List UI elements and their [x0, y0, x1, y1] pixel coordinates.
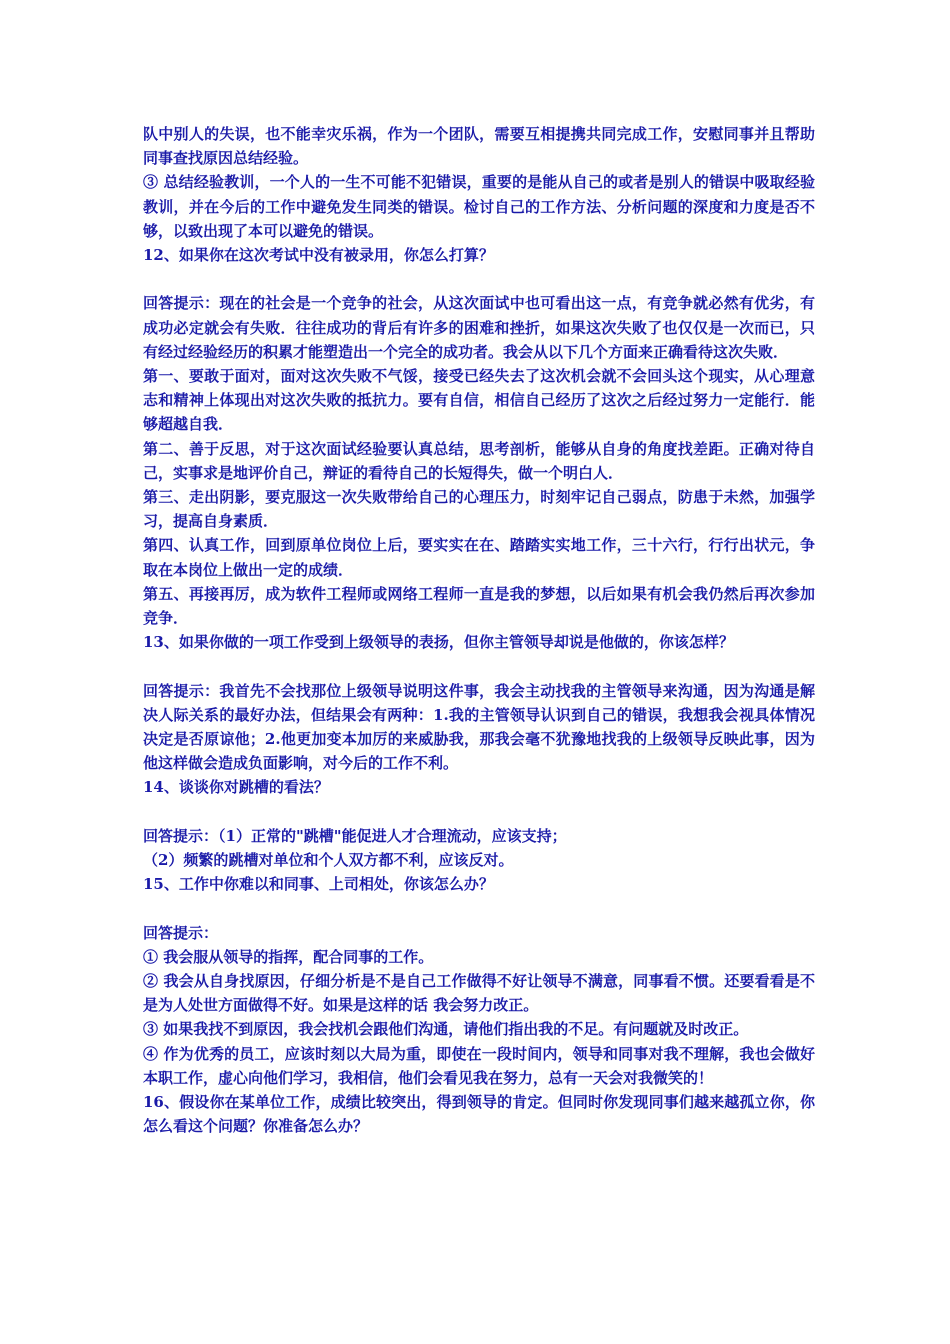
answer-15-point-2: ② 我会从自身找原因，仔细分析是不是自己工作做得不好让领导不满意，同事看不惯。还要看看是不是为人处世方面做得不好。如果是这样的话 我会努力改正。 [143, 972, 815, 1015]
answer-15-point-3: ③ 如果我找不到原因，我会找机会跟他们沟通，请他们指出我的不足。有问题就及时改正。 [143, 1020, 749, 1039]
blank-line [143, 800, 815, 824]
blank-line [143, 654, 815, 678]
answer-12-point-3: 第三、走出阴影，要克服这一次失败带给自己的心理压力，时刻牢记自己弱点，防患于未然，加强学习，提高自身素质． [143, 488, 815, 531]
paragraph-teamwork-continued: 队中别人的失误，也不能幸灾乐祸，作为一个团队，需要互相提携共同完成工作，安慰同事并且帮助同事查找原因总结经验。 [143, 125, 815, 168]
answer-15-heading: 回答提示： [143, 923, 219, 942]
question-13: 13、如果你做的一项工作受到上级领导的表扬，但你主管领导却说是他做的，你该怎样？ [143, 633, 734, 652]
answer-12-point-4: 第四、认真工作，回到原单位岗位上后，要实实在在、踏踏实实地工作，三十六行，行行出状元，争取在本岗位上做出一定的成绩． [143, 536, 815, 579]
question-15: 15、工作中你难以和同事、上司相处，你该怎么办？ [143, 875, 494, 894]
answer-14-point-2: （2）频繁的跳槽对单位和个人双方都不利，应该反对。 [143, 851, 514, 870]
answer-12-point-2: 第二、善于反思，对于这次面试经验要认真总结，思考剖析，能够从自身的角度找差距。正确对待自己，实事求是地评价自己，辩证的看待自己的长短得失，做一个明白人． [143, 439, 815, 482]
answer-14-point-1: 回答提示：（1）正常的"跳槽"能促进人才合理流动，应该支持； [143, 826, 567, 845]
question-12: 12、如果你在这次考试中没有被录用，你怎么打算？ [143, 246, 494, 265]
answer-13: 回答提示：我首先不会找那位上级领导说明这件事，我会主动找我的主管领导来沟通，因为沟通是解决人际关系的最好办法，但结果会有两种：1.我的主管领导认识到自己的错误，我想我会视具体情况决定是否原谅他；2.他更加变本加厉的来威胁我，那我会毫不犹豫地找我的上级领导反映此事，因为他这样做会造成负面影响，对今后的工作不利。 [143, 681, 815, 773]
document-page [143, 122, 815, 1138]
blank-line [143, 896, 815, 920]
answer-12-intro: 回答提示：现在的社会是一个竞争的社会，从这次面试中也可看出这一点，有竞争就必然有优劣，有成功必定就会有失败．往往成功的背后有许多的困难和挫折，如果这次失败了也仅仅是一次而已，只有经过经验经历的积累才能塑造出一个完全的成功者。我会从以下几个方面来正确看待这次失败． [143, 294, 815, 361]
answer-12-point-5: 第五、再接再厉，成为软件工程师或网络工程师一直是我的梦想，以后如果有机会我仍然后再次参加竞争． [143, 584, 815, 628]
answer-12-point-1: 第一、要敢于面对，面对这次失败不气馁，接受已经失去了这次机会就不会回头这个现实，从心理意志和精神上体现出对这次失败的抵抗力。要有自信，相信自己经历了这次之后经过努力一定能行．能够超越自我． [143, 367, 815, 434]
blank-line [143, 267, 815, 291]
paragraph-learn-lessons: ③ 总结经验教训，一个人的一生不可能不犯错误，重要的是能从自己的或者是别人的错误中吸取经验教训，并在今后的工作中避免发生同类的错误。检讨自己的工作方法、分析问题的深度和力度是否不够，以致出现了本可以避免的错误。 [143, 173, 815, 240]
question-16: 16、假设你在某单位工作，成绩比较突出，得到领导的肯定。但同时你发现同事们越来越孤立你，你怎么看这个问题？你准备怎么办？ [143, 1093, 815, 1136]
answer-15-point-4: ④ 作为优秀的员工，应该时刻以大局为重，即使在一段时间内，领导和同事对我不理解，我也会做好本职工作，虚心向他们学习，我相信，他们会看见我在努力，总有一天会对我微笑的！ [143, 1044, 815, 1087]
question-14: 14、谈谈你对跳槽的看法？ [143, 778, 329, 797]
answer-15-point-1: ① 我会服从领导的指挥，配合同事的工作。 [143, 947, 434, 966]
